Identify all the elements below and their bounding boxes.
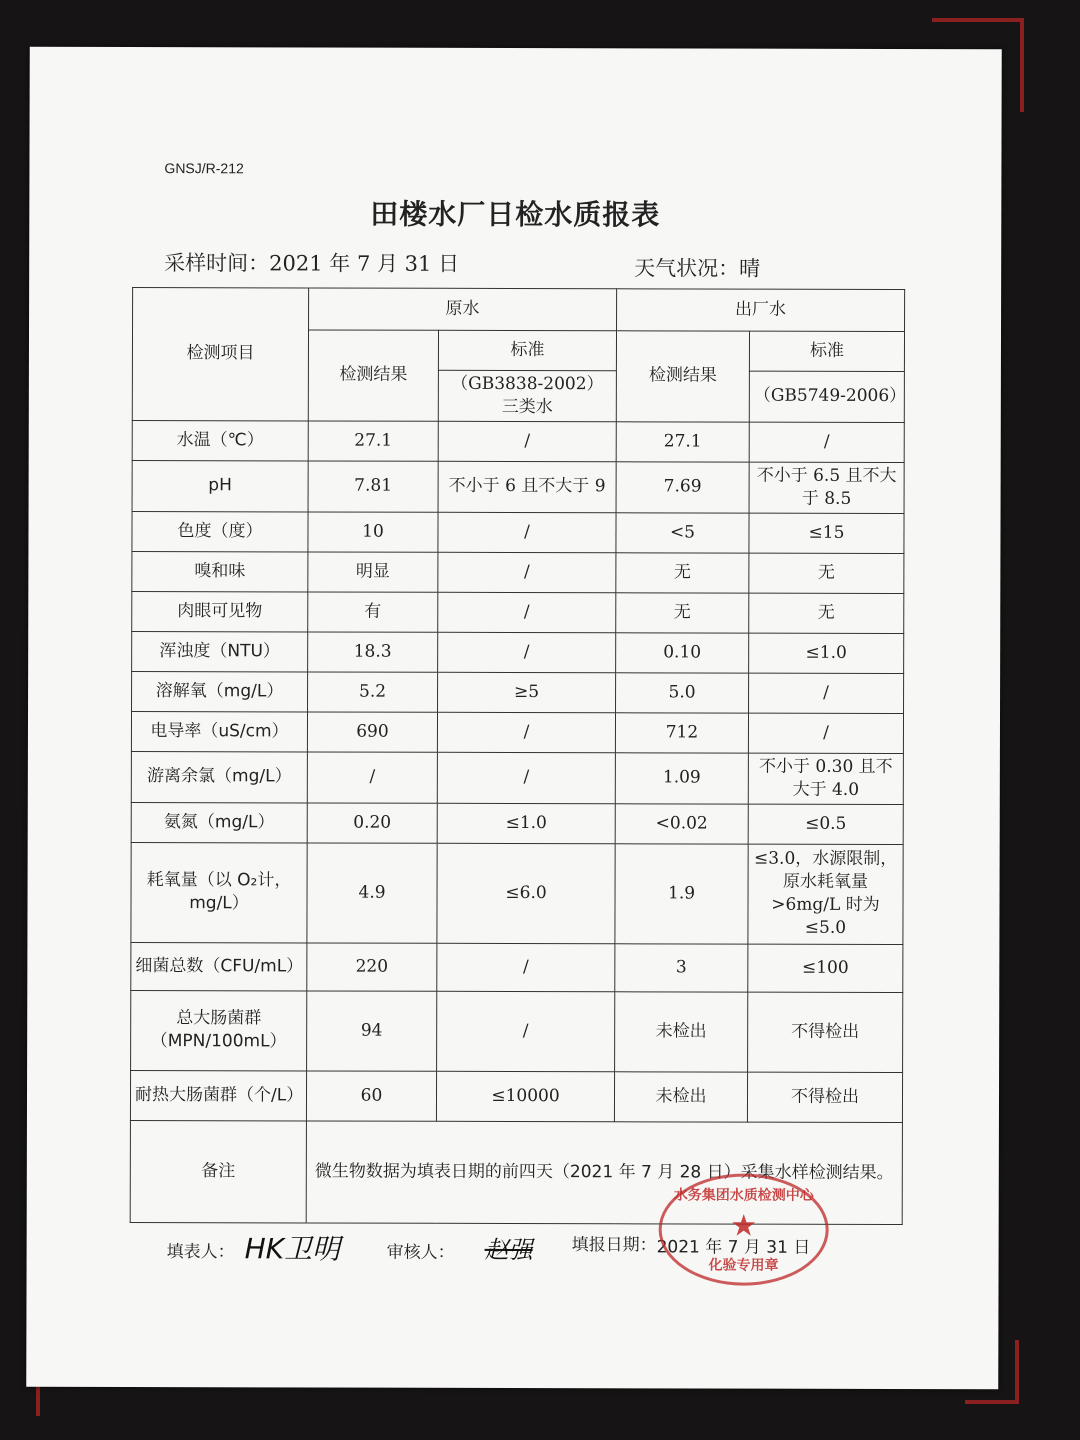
table-row bbox=[130, 1070, 902, 1122]
seal-bottom-text: 化验专用章 bbox=[708, 1257, 779, 1274]
raw-standard-cell: / bbox=[437, 752, 615, 803]
filler-signature: HK卫明 bbox=[244, 1232, 341, 1266]
out-result-cell: 0.10 bbox=[616, 633, 749, 673]
raw-standard-cell: ≤10000 bbox=[436, 1071, 614, 1121]
raw-result-cell: 220 bbox=[307, 943, 437, 991]
item-cell: 色度（度） bbox=[132, 511, 308, 551]
out-result-cell: 未检出 bbox=[614, 1071, 747, 1121]
header-raw-result: 检测结果 bbox=[308, 330, 438, 421]
raw-standard-cell: 不小于 6 且不大于 9 bbox=[438, 461, 616, 512]
out-standard-cell: 不小于 0.30 且不大于 4.0 bbox=[748, 753, 903, 804]
raw-standard-cell: / bbox=[438, 632, 616, 672]
remark-label: 备注 bbox=[130, 1120, 306, 1222]
table-row bbox=[132, 671, 904, 713]
reviewer-label: 审核人： bbox=[386, 1242, 455, 1263]
table-row bbox=[131, 751, 903, 804]
raw-standard-cell: / bbox=[437, 943, 615, 991]
header-raw-water: 原水 bbox=[309, 288, 617, 331]
item-cell: 氨氮（mg/L） bbox=[131, 802, 307, 842]
out-standard-cell: 无 bbox=[749, 553, 904, 593]
out-result-cell: 5.0 bbox=[616, 673, 749, 713]
table-row bbox=[132, 460, 904, 513]
raw-result-cell: 明显 bbox=[308, 552, 438, 592]
weather-label: 天气状况： bbox=[634, 256, 740, 281]
out-standard-cell: 不得检出 bbox=[747, 1072, 902, 1122]
sampling-time-label: 采样时间： bbox=[164, 251, 270, 276]
out-standard-cell: ≤1.0 bbox=[749, 633, 904, 673]
raw-standard-cell: ≥5 bbox=[438, 672, 616, 712]
seal-top-text: 水务集团水质检测中心 bbox=[673, 1187, 814, 1204]
item-cell: 耐热大肠菌群（个/L） bbox=[130, 1070, 306, 1120]
table-row bbox=[131, 842, 903, 944]
item-cell: 溶解氧（mg/L） bbox=[132, 671, 308, 711]
header-out-result: 检测结果 bbox=[616, 331, 749, 422]
raw-result-cell: 690 bbox=[307, 712, 437, 752]
out-standard-cell: ≤3.0，水源限制，原水耗氧量>6mg/L 时为≤5.0 bbox=[748, 844, 903, 944]
table-row bbox=[131, 942, 903, 992]
table-row bbox=[132, 591, 904, 633]
header-out-standard-code: （GB5749-2006） bbox=[749, 371, 904, 422]
weather-status bbox=[634, 252, 760, 282]
item-cell: 水温（℃） bbox=[132, 420, 308, 460]
raw-result-cell: 60 bbox=[306, 1071, 436, 1121]
out-result-cell: 27.1 bbox=[616, 422, 749, 462]
header-raw-standard-code bbox=[438, 370, 616, 421]
out-standard-cell: 不得检出 bbox=[748, 992, 903, 1072]
remark-text: 微生物数据为填表日期的前四天（2021 年 7 月 28 日）采集水样检测结果。 bbox=[306, 1121, 902, 1225]
raw-result-cell: 有 bbox=[308, 592, 438, 632]
sampling-time bbox=[164, 247, 459, 278]
out-standard-cell: ≤0.5 bbox=[748, 804, 903, 844]
raw-standard-cell: / bbox=[437, 712, 615, 752]
out-standard-cell: / bbox=[748, 713, 903, 753]
out-result-cell: <5 bbox=[616, 513, 749, 553]
raw-standard-cell: / bbox=[437, 991, 615, 1071]
report-title: 田楼水厂日检水质报表 bbox=[370, 197, 661, 232]
out-result-cell: 7.69 bbox=[616, 462, 749, 513]
table-row bbox=[132, 631, 904, 673]
header-out-standard: 标准 bbox=[749, 331, 904, 371]
out-result-cell: <0.02 bbox=[615, 803, 748, 843]
water-quality-table bbox=[130, 287, 905, 1225]
header-finished-water: 出厂水 bbox=[617, 289, 905, 332]
out-result-cell: 未检出 bbox=[615, 991, 748, 1071]
report-paper bbox=[26, 47, 1002, 1390]
header-raw-standard: 标准 bbox=[438, 330, 616, 370]
raw-result-cell: / bbox=[307, 752, 437, 803]
out-standard-cell: 无 bbox=[749, 593, 904, 633]
raw-result-cell: 7.81 bbox=[308, 461, 438, 512]
header-item: 检测项目 bbox=[132, 288, 308, 421]
raw-standard-cell: / bbox=[438, 512, 616, 552]
out-result-cell: 712 bbox=[615, 713, 748, 753]
out-result-cell: 1.09 bbox=[615, 753, 748, 804]
raw-standard-cell: ≤6.0 bbox=[437, 843, 615, 943]
item-cell: 细菌总数（CFU/mL） bbox=[131, 942, 307, 990]
out-standard-cell: ≤100 bbox=[748, 944, 903, 992]
out-result-cell: 3 bbox=[615, 943, 748, 991]
out-result-cell: 无 bbox=[616, 593, 749, 633]
seal-star-icon: ★ bbox=[730, 1208, 758, 1244]
raw-standard-cell: / bbox=[438, 592, 616, 632]
item-cell: 耗氧量（以 O₂计，mg/L） bbox=[131, 842, 307, 942]
raw-result-cell: 10 bbox=[308, 512, 438, 552]
report-date-label: 填报日期： bbox=[571, 1235, 657, 1256]
table-row bbox=[132, 420, 904, 462]
raw-result-cell: 5.2 bbox=[308, 672, 438, 712]
out-standard-cell: ≤15 bbox=[749, 513, 904, 553]
raw-result-cell: 0.20 bbox=[307, 803, 437, 843]
official-seal bbox=[656, 1173, 829, 1285]
table-row bbox=[132, 551, 904, 593]
raw-standard-cell: / bbox=[438, 421, 616, 461]
document-code: GNSJ/R-212 bbox=[164, 160, 244, 177]
raw-result-cell: 4.9 bbox=[307, 843, 437, 943]
table-row bbox=[132, 511, 904, 553]
item-cell: 电导率（uS/cm） bbox=[131, 711, 307, 751]
item-cell: pH bbox=[132, 460, 308, 511]
reviewer-signature: 赵强 bbox=[484, 1235, 533, 1265]
raw-standard-code-line1: （GB3838-2002） bbox=[451, 373, 604, 395]
table-row bbox=[131, 711, 903, 753]
out-result-cell: 无 bbox=[616, 553, 749, 593]
out-standard-cell: / bbox=[749, 422, 904, 462]
raw-standard-code-line2: 三类水 bbox=[501, 396, 553, 418]
raw-result-cell: 18.3 bbox=[308, 632, 438, 672]
raw-standard-cell: ≤1.0 bbox=[437, 803, 615, 843]
out-standard-cell: / bbox=[749, 673, 904, 713]
item-cell: 嗅和味 bbox=[132, 551, 308, 591]
table-row bbox=[131, 802, 903, 844]
sampling-time-value: 2021 年 7 月 31 日 bbox=[269, 251, 460, 276]
filler-label: 填表人： bbox=[166, 1242, 235, 1263]
raw-standard-cell: / bbox=[438, 552, 616, 592]
report-date-value: 2021 年 7 月 31 日 bbox=[656, 1237, 811, 1258]
weather-value: 晴 bbox=[739, 256, 761, 281]
item-cell: 总大肠菌群（MPN/100mL） bbox=[131, 990, 307, 1070]
item-cell: 游离余氯（mg/L） bbox=[131, 751, 307, 802]
item-cell: 肉眼可见物 bbox=[132, 591, 308, 631]
raw-result-cell: 94 bbox=[307, 991, 437, 1071]
table-row bbox=[131, 990, 903, 1072]
item-cell: 浑浊度（NTU） bbox=[132, 631, 308, 671]
raw-result-cell: 27.1 bbox=[308, 421, 438, 461]
out-result-cell: 1.9 bbox=[615, 843, 748, 943]
out-standard-cell: 不小于 6.5 且不大于 8.5 bbox=[749, 462, 904, 513]
